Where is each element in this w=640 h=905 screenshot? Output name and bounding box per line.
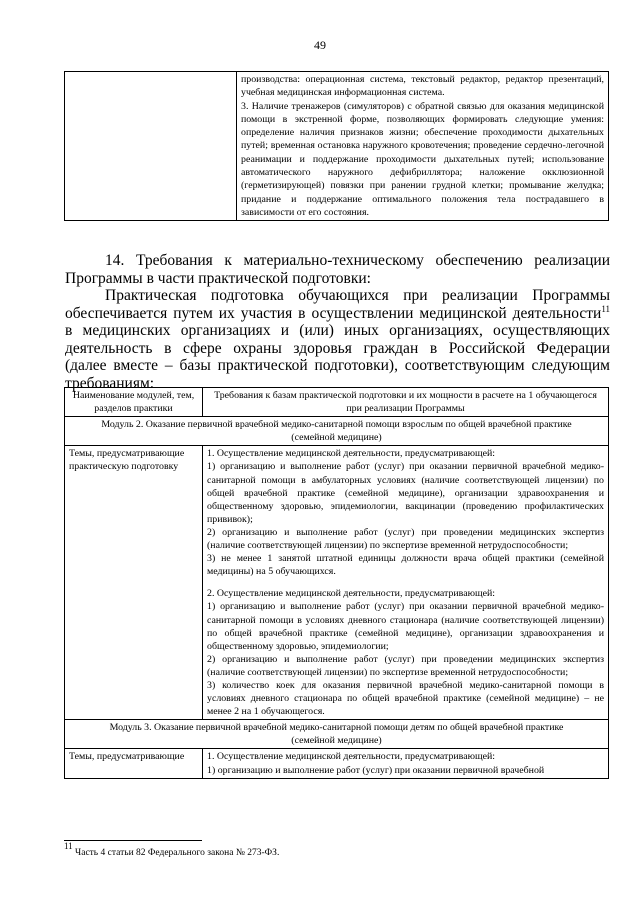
requirement-item: 1) организацию и выполнение работ (услуг) при оказании первичной врачебной медико-санитарной помощи в условиях дневного стационара (наличие соответствующей лицензии) по общей врачебной практике (семейной медицине), организации здравоохранения и общественному здоровью, эпидемиологии; — [207, 601, 604, 652]
table-row — [65, 749, 609, 778]
section-14-paragraph — [65, 287, 610, 393]
requirements-table — [64, 387, 609, 779]
para-line: Практическая подготовка обучающихся при реализации Программы — [105, 287, 610, 304]
footnote-separator — [64, 840, 202, 841]
top-table-line: производства: операционная система, текстовый редактор, редактор презентаций, учебная медицинская информационная система. — [241, 74, 604, 99]
table-header-row — [65, 388, 609, 417]
requirement-item: 2) организацию и выполнение работ (услуг) при проведении медицинских экспертиз (наличие соответствующей лицензии) по экспертизе временной нетрудоспособности; — [207, 526, 604, 552]
table-row — [65, 446, 609, 720]
para-line: требованиям: — [65, 374, 155, 392]
heading-line: Программы в части практической подготовки: — [65, 270, 371, 287]
para-line — [65, 305, 610, 323]
module-2-title: Модуль 2. Оказание первичной врачебной медико-санитарной помощи взрослым по общей врачебной практике (семейной медицине) — [65, 417, 609, 446]
page-number: 49 — [314, 38, 326, 52]
requirement-item: 1) организацию и выполнение работ (услуг) при оказании первичной врачебной медико-санитарной помощи в амбулаторных условиях (наличие соответствующей лицензии) по общей врачебной практике (семейной медицине), организации здравоохранения и общественному здоровью, эпидемиологии, вакцинации (проведению профилактических прививок); — [207, 461, 604, 525]
module-row — [65, 720, 609, 749]
module-3-topics: Темы, предусматривающие — [65, 749, 203, 778]
requirement-item: 2) организацию и выполнение работ (услуг) при проведении медицинских экспертиз (наличие соответствующей лицензии) по экспертизе временной нетрудоспособности; — [207, 653, 604, 678]
module-3-requirements — [203, 749, 609, 778]
para-line-text: обеспечивается путем их участия в осуществлении медицинской деятельности — [65, 304, 602, 322]
module-3-title: Модуль 3. Оказание первичной врачебной медико-санитарной помощи детям по общей врачебной практике (семейной медицине) — [65, 720, 609, 749]
header-requirements: Требования к базам практической подготовки и их мощности в расчете на 1 обучающегося при реализации Программы — [203, 388, 609, 417]
footnote-number: 11 — [64, 841, 73, 851]
footnote-text: Часть 4 статьи 82 Федерального закона № 273-ФЗ. — [75, 848, 280, 858]
requirement-item: 3) количество коек для оказания первичной врачебной медико-санитарной помощи в условиях дневного стационара по общей врачебной практике (семейной медицине) – не менее 2 на 1 обучающегося. — [207, 679, 604, 718]
requirement-item: 1. Осуществление медицинской деятельности, предусматривающей: — [207, 448, 495, 460]
footnote-ref[interactable]: 11 — [601, 303, 610, 314]
top-table-line: 3. Наличие тренажеров (симуляторов) с обратной связью для оказания медицинской помощи в экстренной форме, позволяющих формировать следующие умения: определение наличия признаков жизни; обеспечение проходимости дыхательных путей; временная остановка наружного кровотечения; проведение сердечно-легочной реанимации и поддержание проходимости дыхательных путей; использование автоматического наружного дефибриллятора; наложение окклюзионной (герметизирующей) повязки при ранении грудной клетки; промывание желудка; придание и поддержание оптимального положения тела пострадавшего в зависимости от его состояния. — [241, 100, 604, 218]
section-14-heading — [65, 252, 610, 288]
top-table-content-cell — [237, 72, 609, 221]
para-line: (далее вместе – базы практической подготовки), соответствующим следующим — [65, 357, 610, 375]
top-table — [64, 71, 609, 221]
header-modules: Наименование модулей, тем, разделов практики — [65, 388, 203, 417]
requirement-item: 3) не менее 1 занятой штатной единицы должности врача общей практики (семейной медицины) на 5 обучающихся. — [207, 553, 604, 578]
footnote — [64, 841, 280, 858]
requirement-item: 2. Осуществление медицинской деятельности, предусматривающей: — [207, 588, 495, 600]
requirement-item: 1. Осуществление медицинской деятельности, предусматривающей: — [207, 751, 495, 763]
module-row — [65, 417, 609, 446]
para-line: в медицинских организациях и (или) иных организациях, осуществляющих — [65, 322, 610, 340]
module-2-requirements — [203, 446, 609, 720]
module-2-topics: Темы, предусматривающие практическую подготовку — [65, 446, 203, 720]
top-table-empty-cell — [65, 72, 237, 221]
requirement-item: 1) организацию и выполнение работ (услуг) при оказании первичной врачебной — [207, 764, 545, 776]
para-line: деятельность в сфере охраны здоровья граждан в Российской Федерации — [65, 339, 610, 357]
heading-line: 14. Требования к материально-техническому обеспечению реализации — [105, 252, 610, 269]
